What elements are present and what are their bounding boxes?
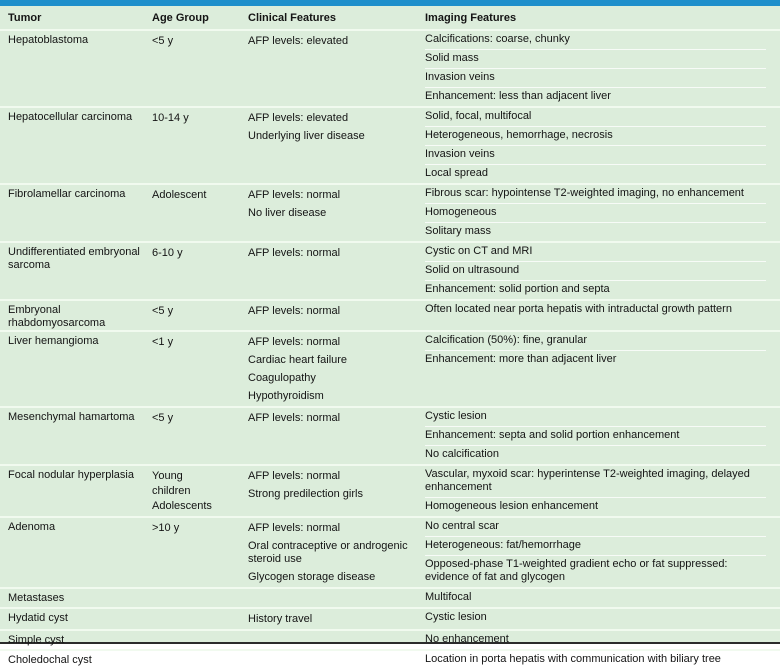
age-group-line: Adolescents [152,500,212,512]
imaging-feature-item: Invasion veins [425,69,766,88]
imaging-features-cell [425,651,780,669]
age-group-cell [152,631,248,649]
column-header-clinical-features: Clinical Features [248,12,337,24]
tumor-name: Hydatid cyst [8,612,68,624]
tumor-name: Liver hemangioma [8,335,99,347]
imaging-feature-item: Heterogeneous: fat/hemorrhage [425,537,766,556]
age-group-cell [152,31,248,106]
age-group-line: 10-14 y [152,112,189,124]
clinical-features-cell [248,631,425,649]
age-group-cell [152,609,248,629]
imaging-feature-item: Heterogeneous, hemorrhage, necrosis [425,127,766,146]
tumor-cell [0,243,152,299]
age-group-cell [152,466,248,516]
clinical-features-cell [248,609,425,629]
tumor-name: Choledochal cyst [8,654,92,666]
imaging-feature-item: No calcification [425,448,499,460]
column-header-imaging-features: Imaging Features [425,12,517,24]
table-body [0,31,780,669]
imaging-features-cell [425,301,780,330]
imaging-feature-item: Fibrous scar: hypointense T2-weighted imaging, no enhancement [425,185,766,204]
imaging-features-cell [425,408,780,464]
imaging-features-cell [425,108,780,183]
table-row [0,183,780,241]
tumor-cell [0,609,152,629]
tumor-name: Fibrolamellar carcinoma [8,188,126,200]
clinical-features-cell [248,589,425,607]
imaging-feature-item: Cystic lesion [425,408,766,427]
tumor-cell [0,185,152,241]
imaging-feature-item: No central scar [425,518,766,537]
imaging-feature-item: No enhancement [425,633,509,645]
tumor-name: Embryonal rhabdomyosarcoma [8,304,106,329]
imaging-feature-item: Location in porta hepatis with communication with biliary tree [425,653,721,665]
imaging-feature-item: Solid mass [425,50,766,69]
age-group-cell [152,518,248,587]
imaging-features-cell [425,609,780,629]
imaging-features-cell [425,589,780,607]
clinical-feature-item: Cardiac heart failure [248,354,348,366]
age-group-line: Young [152,470,183,482]
table-row [0,406,780,464]
imaging-feature-item: Opposed-phase T1-weighted gradient echo or fat suppressed: evidence of fat and glycogen [425,558,728,583]
imaging-feature-item: Multifocal [425,591,472,603]
table-row [0,516,780,587]
tumor-cell [0,466,152,516]
age-group-cell [152,243,248,299]
clinical-feature-item: AFP levels: elevated [248,35,349,47]
imaging-feature-item: Enhancement: more than adjacent liver [425,353,617,365]
clinical-feature-item: AFP levels: normal [248,412,341,424]
imaging-feature-item: Cystic lesion [425,611,487,623]
imaging-feature-item: Homogeneous lesion enhancement [425,500,599,512]
table-row [0,330,780,406]
clinical-features-cell [248,185,425,241]
age-group-cell [152,185,248,241]
age-group-line: <1 y [152,336,174,348]
clinical-features-cell [248,651,425,669]
clinical-feature-item: Strong predilection girls [248,488,363,500]
age-group-cell [152,651,248,669]
imaging-feature-item: Enhancement: less than adjacent liver [425,90,611,102]
column-header-age-group: Age Group [152,12,209,24]
tumor-name: Hepatoblastoma [8,34,89,46]
imaging-feature-item: Enhancement: solid portion and septa [425,283,610,295]
clinical-feature-item: AFP levels: normal [248,189,341,201]
clinical-feature-item: History travel [248,613,313,625]
age-group-line: 6-10 y [152,247,183,259]
imaging-features-cell [425,31,780,106]
clinical-feature-item: AFP levels: normal [248,247,341,259]
age-group-cell [152,108,248,183]
clinical-features-cell [248,243,425,299]
clinical-feature-item: AFP levels: elevated [248,112,349,124]
clinical-features-cell [248,301,425,330]
imaging-feature-item: Calcifications: coarse, chunky [425,31,766,50]
clinical-features-cell [248,31,425,106]
table-row [0,629,780,649]
clinical-features-cell [248,108,425,183]
table-row [0,649,780,669]
column-header-tumor: Tumor [8,12,42,24]
imaging-feature-item: Calcification (50%): fine, granular [425,332,766,351]
table-header-row [0,6,780,31]
tumor-cell [0,332,152,406]
imaging-feature-item: Invasion veins [425,146,766,165]
tumor-name: Simple cyst [8,634,65,646]
table-row [0,464,780,516]
imaging-feature-item: Solid on ultrasound [425,262,766,281]
imaging-feature-item: Solitary mass [425,225,492,237]
age-group-line: children [152,485,191,497]
table-row [0,241,780,299]
age-group-cell [152,301,248,330]
imaging-feature-item: Enhancement: septa and solid portion enhancement [425,427,766,446]
imaging-features-cell [425,631,780,649]
clinical-feature-item: Glycogen storage disease [248,571,376,583]
imaging-features-cell [425,243,780,299]
tumor-cell [0,301,152,330]
tumor-name: Focal nodular hyperplasia [8,469,134,481]
tumor-name: Hepatocellular carcinoma [8,111,133,123]
imaging-features-cell [425,466,780,516]
imaging-features-cell [425,518,780,587]
clinical-feature-item: Oral contraceptive or androgenic steroid use [248,540,408,565]
clinical-feature-item: AFP levels: normal [248,336,341,348]
imaging-feature-item: Local spread [425,167,488,179]
imaging-feature-item: Vascular, myxoid scar: hyperintense T2-weighted imaging, delayed enhancement [425,466,766,498]
imaging-feature-item: Homogeneous [425,204,766,223]
tumor-cell [0,108,152,183]
age-group-line: <5 y [152,35,174,47]
table-row [0,299,780,330]
age-group-line: >10 y [152,522,180,534]
age-group-cell [152,332,248,406]
imaging-feature-item: Cystic on CT and MRI [425,243,766,262]
age-group-line: Adolescent [152,189,207,201]
imaging-features-cell [425,185,780,241]
tumor-cell [0,408,152,464]
imaging-features-cell [425,332,780,406]
tumor-name: Metastases [8,592,65,604]
clinical-features-cell [248,466,425,516]
clinical-feature-item: Coagulopathy [248,372,316,384]
clinical-feature-item: Hypothyroidism [248,390,324,402]
table-row [0,587,780,607]
imaging-feature-item: Solid, focal, multifocal [425,108,766,127]
tumor-cell [0,631,152,649]
age-group-cell [152,589,248,607]
age-group-line: <5 y [152,412,174,424]
tumor-name: Undifferentiated embryonal sarcoma [8,246,140,271]
age-group-line: <5 y [152,305,174,317]
tumor-cell [0,31,152,106]
clinical-feature-item: Underlying liver disease [248,130,365,142]
clinical-features-cell [248,332,425,406]
clinical-features-cell [248,408,425,464]
table-row [0,607,780,629]
imaging-feature-item: Often located near porta hepatis with intraductal growth pattern [425,303,732,315]
clinical-feature-item: AFP levels: normal [248,522,341,534]
tumor-name: Mesenchymal hamartoma [8,411,135,423]
clinical-feature-item: AFP levels: normal [248,470,341,482]
age-group-cell [152,408,248,464]
clinical-feature-item: AFP levels: normal [248,305,341,317]
table-row [0,106,780,183]
clinical-feature-item: No liver disease [248,207,327,219]
tumor-cell [0,651,152,669]
tumor-name: Adenoma [8,521,56,533]
table-row [0,31,780,106]
tumor-cell [0,518,152,587]
clinical-features-cell [248,518,425,587]
tumor-cell [0,589,152,607]
